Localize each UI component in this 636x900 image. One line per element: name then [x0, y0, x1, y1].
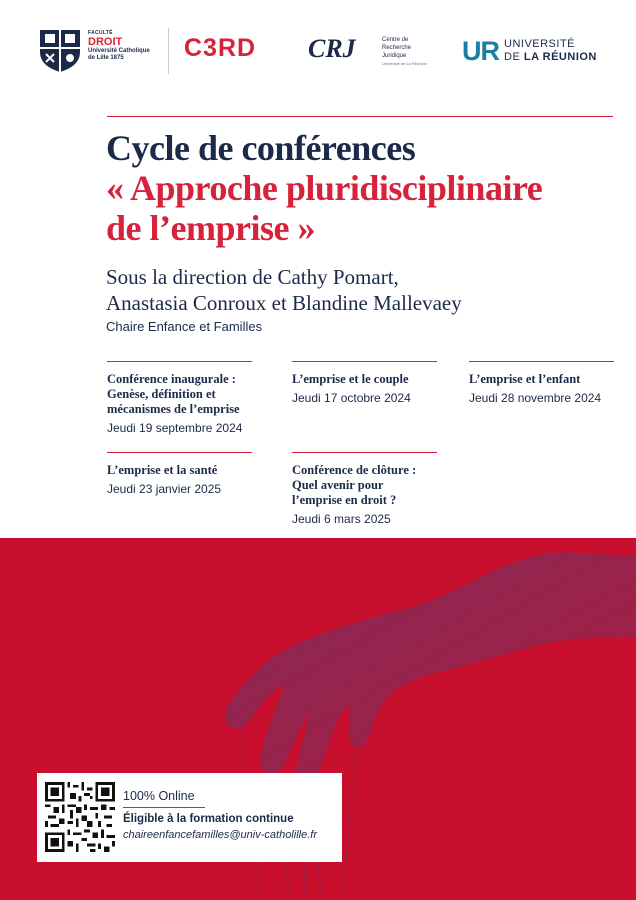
conference-rule: [469, 361, 614, 362]
conference-rule: [107, 361, 252, 362]
header-divider: [168, 28, 169, 74]
conference-date: Jeudi 23 janvier 2025: [107, 482, 222, 496]
conference-item: [107, 361, 257, 436]
shield-crest-icon: [36, 26, 84, 74]
faculty-name: DROIT: [88, 36, 123, 48]
conference-title: [107, 372, 257, 417]
conference-date: Jeudi 19 septembre 2024: [107, 421, 243, 435]
faculty-logo: [36, 26, 166, 76]
conference-rule: [292, 452, 437, 453]
conference-rule: [107, 452, 252, 453]
crj-line3: Juridique: [382, 53, 407, 59]
conference-date: Jeudi 17 octobre 2024: [292, 391, 411, 405]
conference-title-line: l’emprise en droit ?: [292, 493, 397, 507]
contact-email-link[interactable]: chaireenfancefamilles@univ-catholille.fr: [123, 829, 317, 841]
ur-mark: UR: [462, 36, 499, 66]
conference-date: Jeudi 6 mars 2025: [292, 512, 391, 526]
direction-line1: Sous la direction de Cathy Pomart,: [106, 265, 399, 289]
top-rule: [107, 116, 613, 117]
ur-text: [504, 38, 597, 64]
title-line3: de l’emprise »: [106, 208, 315, 248]
faculty-small-label: FACULTÉ: [88, 30, 113, 36]
ur-line1: UNIVERSITÉ: [504, 38, 576, 50]
crj-mark: CRJ: [308, 34, 356, 63]
conference-title-line: Quel avenir pour: [292, 478, 384, 492]
conference-date: Jeudi 28 novembre 2024: [469, 391, 602, 405]
conference-item: [292, 361, 442, 406]
online-underline: [123, 807, 205, 808]
conference-rule: [292, 361, 437, 362]
online-label: 100% Online: [123, 789, 195, 803]
chaire-label: Chaire Enfance et Familles: [106, 319, 263, 334]
info-box: [37, 773, 342, 862]
crj-logo: [308, 34, 428, 74]
header-logos: [0, 0, 636, 100]
crj-line2: Recherche: [382, 45, 412, 51]
page-title: [106, 128, 626, 248]
conference-title-line: L’emprise et le couple: [292, 372, 409, 386]
conference-title: [292, 372, 442, 387]
conference-title: [469, 372, 619, 387]
conference-title-line: mécanismes de l’emprise: [107, 402, 240, 416]
direction-line2: Anastasia Conroux et Blandine Mallevaey: [106, 291, 462, 315]
crj-text: [382, 36, 427, 68]
conference-title-line: Conférence de clôture :: [292, 463, 417, 477]
conference-title: [292, 463, 442, 508]
conference-title-line: L’emprise et la santé: [107, 463, 218, 477]
ur-line2-prefix: DE: [504, 51, 524, 63]
eligible-label: Éligible à la formation continue: [123, 813, 294, 825]
ur-line2-bold: LA RÉUNION: [523, 51, 597, 63]
c3rd-logo: C3RD: [184, 34, 257, 62]
qr-code-icon[interactable]: [45, 782, 115, 852]
faculty-univ-line1: Université Catholique: [88, 48, 150, 54]
conference-title-line: Conférence inaugurale :: [107, 372, 236, 386]
crj-line1: Centre de: [382, 37, 409, 43]
conference-title-line: L’emprise et l’enfant: [469, 372, 581, 386]
faculty-text: [88, 30, 168, 62]
title-line2: « Approche pluridisciplinaire: [106, 168, 543, 208]
crj-tiny-line: Université de La Réunion: [382, 61, 427, 66]
direction-text: [106, 264, 626, 316]
conference-item: [107, 452, 257, 497]
conference-title: [107, 463, 257, 478]
conference-item: [469, 361, 619, 406]
title-line1: Cycle de conférences: [106, 128, 416, 168]
ur-logo: [462, 36, 622, 70]
ur-line2: [504, 51, 597, 64]
conference-item: [292, 452, 442, 527]
faculty-univ-line2: de Lille 1875: [88, 55, 124, 61]
conference-title-line: Genèse, définition et: [107, 387, 216, 401]
